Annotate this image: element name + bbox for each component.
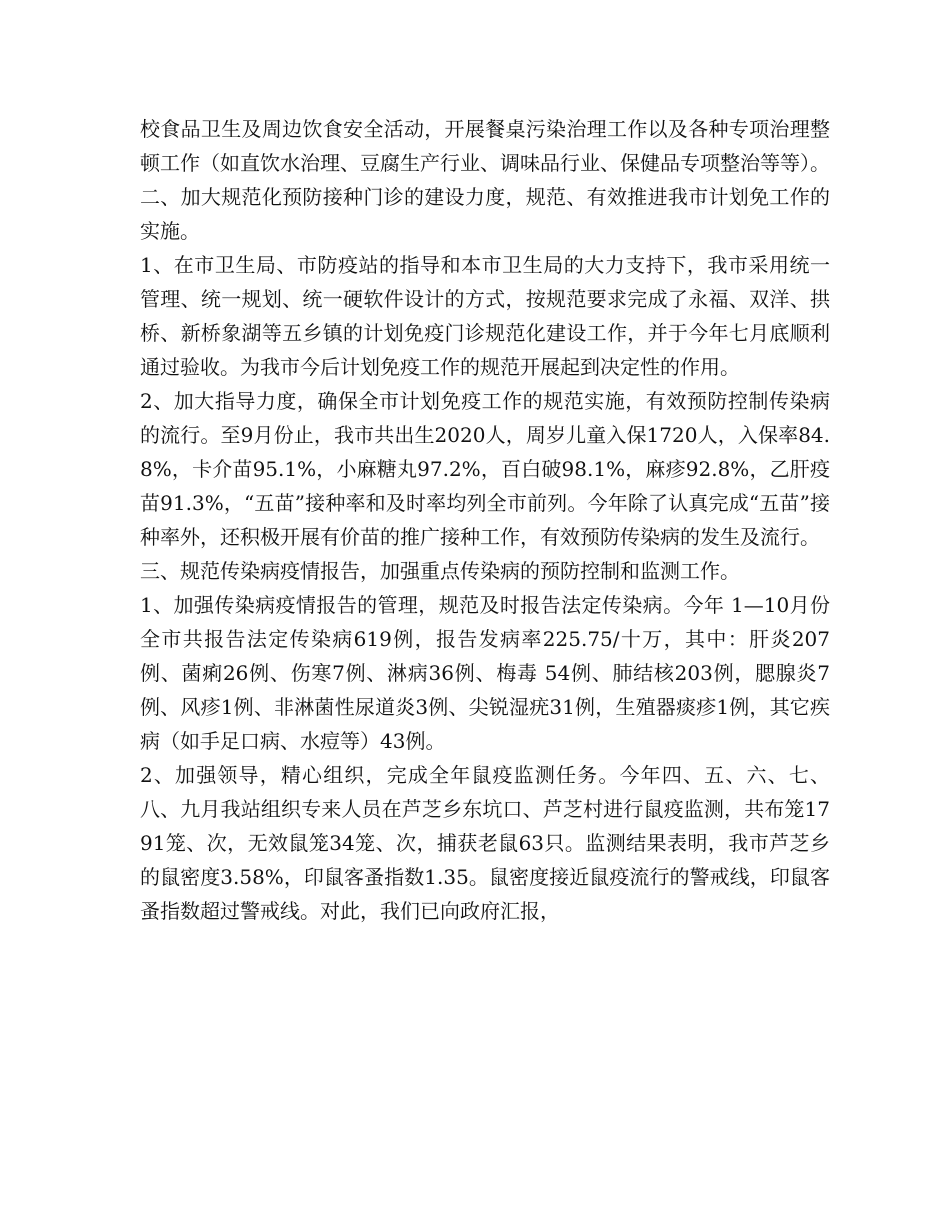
section-heading-disease-reporting: 三、规范传染病疫情报告，加强重点传染病的预防控制和监测工作。 (140, 559, 740, 583)
paragraph-vaccination-rates: 2、加大指导力度，确保全市计划免疫工作的规范实施，有效预防控制传染病的流行。至9月份止，我市共出生2020人，周岁儿童入保1720人，入保率84.8%，卡介苗95.1%，小麻糖丸97.2%，百白破98.1%，麻疹92.8%，乙肝疫苗91.3%，“五苗”接种率和及时率均列全市前列。今年除了认真完成“五苗”接种率外，还积极开展有价苗的推广接种工作，有效预防传染病的发生及流行。 (140, 389, 830, 549)
document-body (140, 112, 830, 928)
paragraph-food-safety: 校食品卫生及周边饮食安全活动，开展餐桌污染治理工作以及各种专项治理整顿工作（如直饮水治理、豆腐生产行业、调味品行业、保健品专项整治等等）。 (140, 117, 830, 175)
paragraph-clinic-construction: 1、在市卫生局、市防疫站的指导和本市卫生局的大力支持下，我市采用统一管理、统一规划、统一硬软件设计的方式，按规范要求完成了永福、双洋、拱桥、新桥象湖等五乡镇的计划免疫门诊规范化建设工作，并于今年七月底顺利通过验收。为我市今后计划免疫工作的规范开展起到决定性的作用。 (140, 253, 830, 379)
paragraph-disease-statistics: 1、加强传染病疫情报告的管理，规范及时报告法定传染病。今年 1—10月份全市共报告法定传染病619例，报告发病率225.75/十万，其中：肝炎207例、菌痢26例、伤寒7例、淋病36例、梅毒 54例、肺结核203例，腮腺炎7例、风疹1例、非淋菌性尿道炎3例、尖锐湿疣31例，生殖器痰疹1例，其它疾病（如手足口病、水痘等）43例。 (140, 593, 830, 753)
paragraph-plague-monitoring: 2、加强领导，精心组织，完成全年鼠疫监测任务。今年四、五、六、七、八、九月我站组织专来人员在芦芝乡东坑口、芦芝村进行鼠疫监测，共布笼1791笼、次，无效鼠笼34笼、次，捕获老鼠63只。监测结果表明，我市芦芝乡的鼠密度3.58%，印鼠客蚤指数1.35。鼠密度接近鼠疫流行的警戒线，印鼠客蚤指数超过警戒线。对此，我们已向政府汇报， (140, 763, 830, 923)
section-heading-vaccination: 二、加大规范化预防接种门诊的建设力度，规范、有效推进我市计划免工作的实施。 (140, 185, 830, 243)
